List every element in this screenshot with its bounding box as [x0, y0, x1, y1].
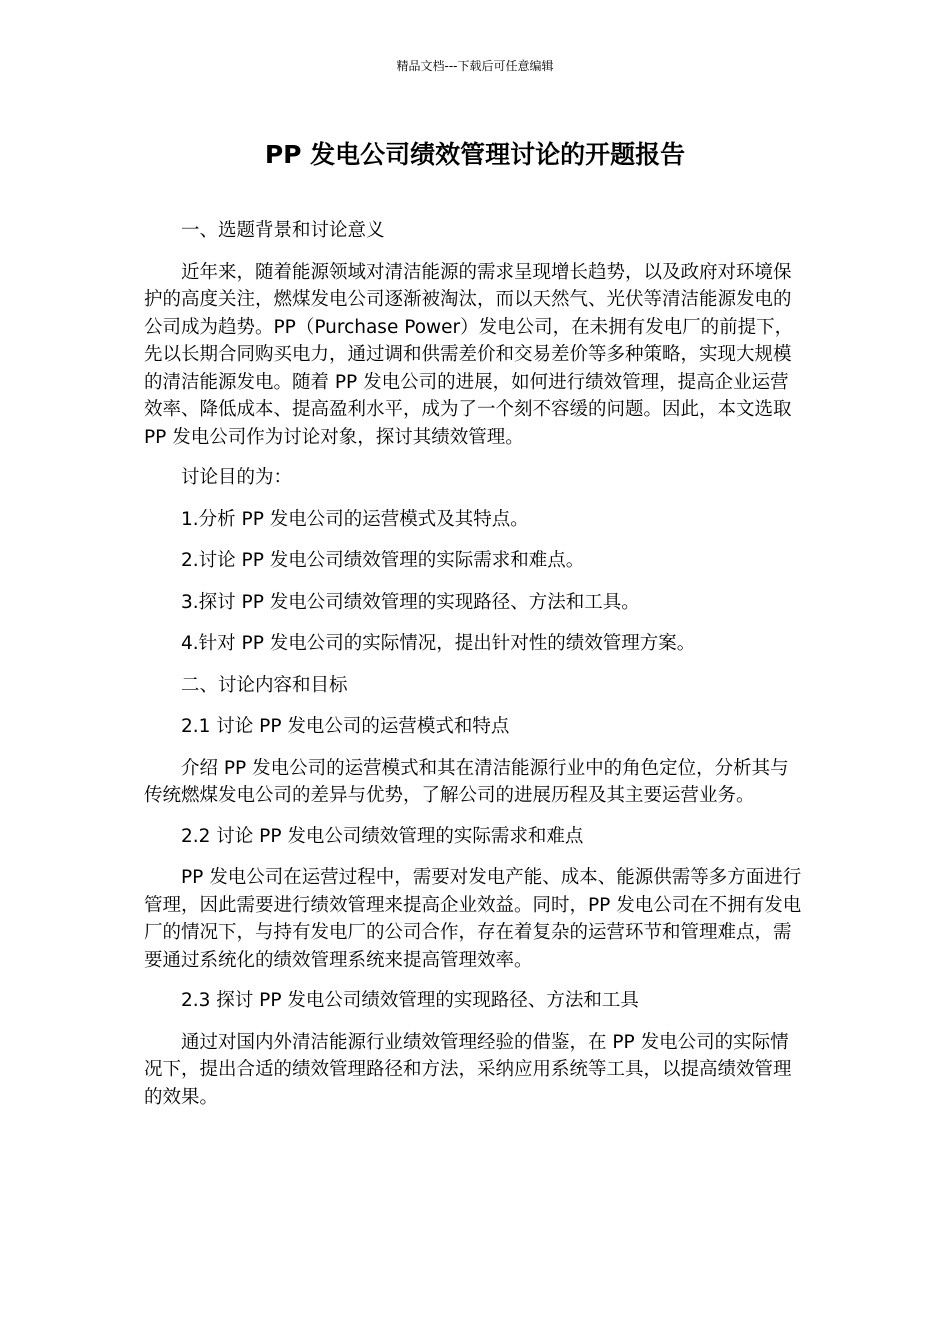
subsection-2-2-text: PP 发电公司在运营过程中，需要对发电产能、成本、能源供需等多方面进行管理，因此需要进行绩效管理来提高企业效益。同时，PP 发电公司在不拥有发电厂的情况下，与持有发电厂的公司合作，存在着复杂的运营环节和管理难点，需要通过系统化的绩效管理系统来提高管理效率。 — [144, 867, 802, 971]
subsection-2-1-text: 介绍 PP 发电公司的运营模式和其在清洁能源行业中的角色定位，分析其与传统燃煤发电公司的差异与优势，了解公司的进展历程及其主要运营业务。 — [144, 757, 789, 806]
purpose-item: 1.分析 PP 发电公司的运营模式及其特点。 — [181, 508, 529, 530]
document-body — [144, 217, 804, 1124]
header-note: 精品文档---下载后可任意编辑 — [396, 59, 554, 73]
section1-heading: 一、选题背景和讨论意义 — [181, 220, 385, 241]
background-paragraph: 近年来，随着能源领域对清洁能源的需求呈现增长趋势，以及政府对环境保护的高度关注，燃煤发电公司逐渐被淘汰，而以天然气、光伏等清洁能源发电的公司成为趋势。PP（Purchase Power）发电公司，在未拥有发电厂的前提下，先以长期合同购买电力，通过调和供需差价和交易差价等多种策略，实现大规模的清洁能源发电。随着 PP 发电公司的进展，如何进行绩效管理，提高企业运营效率、降低成本、提高盈利水平，成为了一个刻不容缓的问题。因此，本文选取 PP 发电公司作为讨论对象，探讨其绩效管理。 — [144, 261, 794, 448]
purpose-item: 4.针对 PP 发电公司的实际情况，提出针对性的绩效管理方案。 — [181, 633, 696, 654]
subsection-2-3-heading: 2.3 探讨 PP 发电公司绩效管理的实现路径、方法和工具 — [181, 990, 639, 1011]
purpose-item: 3.探讨 PP 发电公司绩效管理的实现路径、方法和工具。 — [181, 591, 640, 613]
purpose-intro: 讨论目的为： — [181, 467, 293, 488]
document-title: PP 发电公司绩效管理讨论的开题报告 — [264, 140, 686, 169]
subsection-2-3-text: 通过对国内外清洁能源行业绩效管理经验的借鉴，在 PP 发电公司的实际情况下，提出合适的绩效管理路径和方法，采纳应用系统等工具，以提高绩效管理的效果。 — [144, 1031, 792, 1108]
subsection-2-2-heading: 2.2 讨论 PP 发电公司绩效管理的实际需求和难点 — [181, 825, 584, 847]
subsection-2-1-heading: 2.1 讨论 PP 发电公司的运营模式和特点 — [181, 716, 510, 737]
purpose-item: 2.讨论 PP 发电公司绩效管理的实际需求和难点。 — [181, 550, 585, 571]
section2-heading: 二、讨论内容和目标 — [181, 674, 348, 696]
